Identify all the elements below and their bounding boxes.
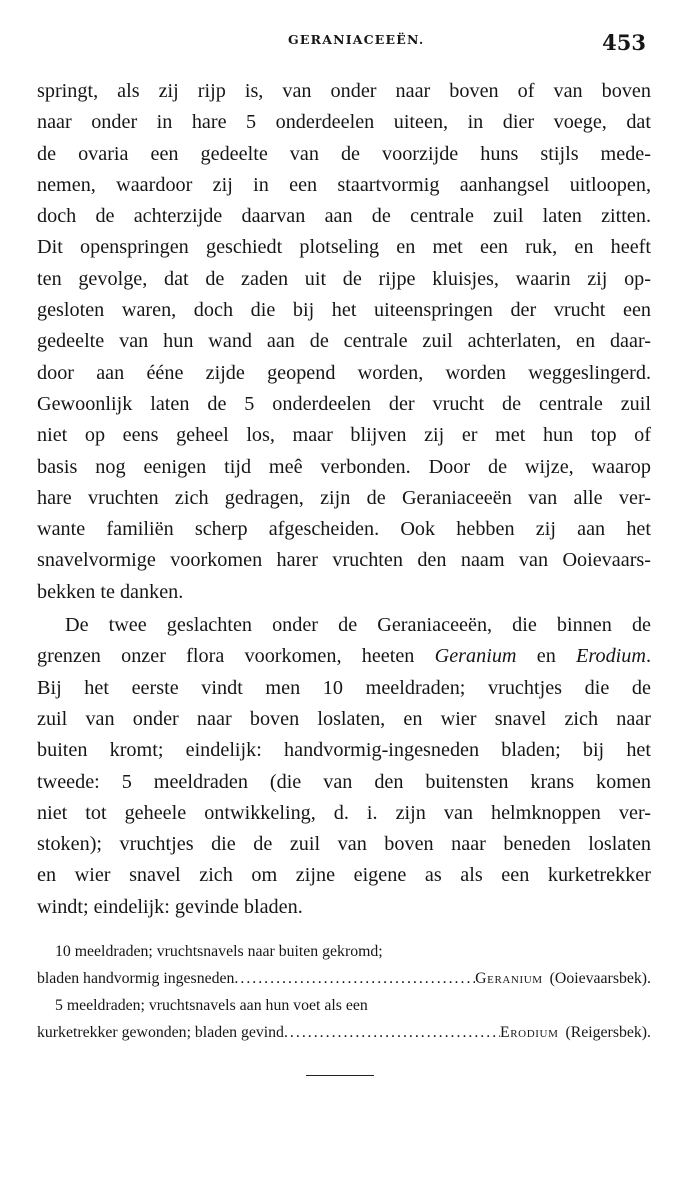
key-text: 10 meeldraden; vruchtsnavels naar buiten gekromd;	[55, 943, 383, 960]
paragraph-1	[37, 76, 651, 608]
leader-dots	[234, 965, 475, 992]
text-run: grenzen onzer flora voorkomen, heeten	[37, 645, 435, 668]
key-entry-2-line-1	[37, 992, 651, 1019]
genus-erodium: Erodium	[576, 645, 646, 668]
text-line: nemen, waardoor zij in een staartvormig aanhangsel uitloopen,	[37, 173, 651, 196]
key-genus-geranium: Geranium	[475, 970, 543, 987]
key-entry-2-line-2	[37, 1019, 651, 1046]
text-line: niet op eens geheel los, maar blijven zij er met hun top of	[37, 424, 651, 447]
text-line: zuil van onder naar boven loslaten, en wier snavel zich naar	[37, 707, 651, 730]
text-line: door aan ééne zijde geopend worden, worden weggeslingerd.	[37, 361, 651, 384]
text-line: ten gevolge, dat de zaden uit de rijpe kluisjes, waarin zij op-	[37, 267, 651, 290]
text-line: snavelvormige voorkomen harer vruchten den naam van Ooievaars-	[37, 549, 651, 572]
text-line: stoken); vruchtjes die de zuil van boven naar beneden loslaten	[37, 833, 651, 856]
text-line: Dit openspringen geschiedt plotseling en met een ruk, en heeft	[37, 236, 651, 259]
leader-dots	[284, 1019, 500, 1046]
key-text: 5 meeldraden; vruchtsnavels aan hun voet als een	[55, 997, 368, 1014]
running-title: GERANIACEEËN.	[288, 32, 425, 47]
text-line: basis nog eenigen tijd meê verbonden. Door de wijze, waarop	[37, 455, 651, 478]
text-line: naar onder in hare 5 onderdeelen uiteen, in dier voege, dat	[37, 111, 651, 134]
key-entry-1-line-2	[37, 965, 651, 992]
text-run: .	[645, 645, 651, 668]
key-text: bladen handvormig ingesneden	[37, 970, 235, 987]
genus-geranium: Geranium	[434, 645, 517, 668]
text-run: en	[516, 645, 577, 668]
text-line: wante familiën scherp afgescheiden. Ook hebben zij aan het	[37, 518, 651, 541]
key-text: kurketrekker gewonden; bladen gevind	[37, 1024, 284, 1041]
body-text	[37, 76, 651, 923]
text-line: hare vruchten zich gedragen, zijn de Geraniaceeën van alle ver-	[37, 486, 651, 509]
key-common-name: (Reigersbek).	[565, 1024, 651, 1041]
text-line-with-genera	[37, 641, 651, 672]
key-entry-1-line-1	[37, 938, 651, 965]
text-line: buiten kromt; eindelijk: handvormig-ingesneden bladen; bij het	[37, 739, 651, 762]
page-header	[38, 28, 650, 58]
text-line: gesloten waren, doch die bij het uiteenspringen der vrucht een	[37, 299, 651, 322]
key-common-name: (Ooievaarsbek).	[549, 970, 651, 987]
identification-key	[37, 938, 651, 1046]
text-line: en wier snavel zich om zijne eigene as als een kurketrekker	[37, 864, 651, 887]
text-line: niet tot geheele ontwikkeling, d. i. zijn van helmknoppen ver-	[37, 801, 651, 824]
paragraph-2	[37, 610, 651, 923]
text-line: windt; eindelijk: gevinde bladen.	[37, 895, 303, 918]
text-line: Bij het eerste vindt men 10 meeldraden; vruchtjes die de	[37, 676, 651, 699]
key-genus-erodium: Erodium	[499, 1024, 559, 1041]
text-line: doch de achterzijde daarvan aan de centrale zuil laten zitten.	[37, 205, 651, 228]
text-line: bekken te danken.	[37, 580, 184, 603]
text-line: springt, als zij rijp is, van onder naar boven of van boven	[37, 80, 651, 102]
page-number: 453	[602, 30, 646, 55]
text-line: de ovaria een gedeelte van de voorzijde huns stijls mede-	[37, 142, 651, 165]
text-line: gedeelte van hun wand aan de centrale zuil achterlaten, en daar-	[37, 330, 651, 353]
text-line: De twee geslachten onder de Geraniaceeën, die binnen de	[65, 614, 651, 637]
text-line: Gewoonlijk laten de 5 onderdeelen der vrucht de centrale zuil	[37, 392, 651, 415]
text-line: tweede: 5 meeldraden (die van den buitensten krans komen	[37, 770, 651, 793]
section-divider	[306, 1075, 374, 1076]
